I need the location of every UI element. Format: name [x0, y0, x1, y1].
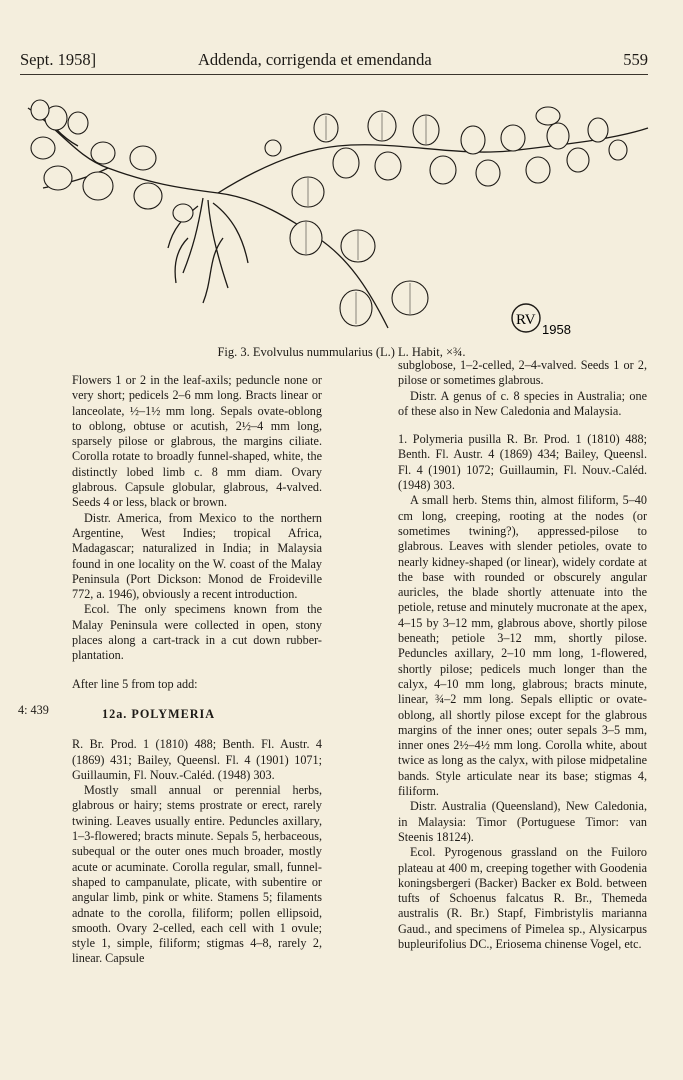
margin-reference: 4: 439	[18, 703, 49, 717]
description-paragraph: Flowers 1 or 2 in the leaf-axils; peduncle none or very short; pedicels 2–6 mm long. Bracts linear or lanceolate, ½–1½ mm long. Sepals ovate-oblong to oblong, obtuse or acutish, 2½–4 mm long, sparsely pilose or glabrous, the margins ciliate. Corolla rotate to broadly funnel-shaped, white, the distinctly lobed limb c. 8 mm diam. Ovary glabrous. Capsule globular, glabrous, 4-valved. Seeds 4 or less, black or brown.	[72, 373, 322, 510]
running-header	[20, 50, 648, 74]
species-ecology: Ecol. Pyrogenous grassland on the Fuiloro plateau at 400 m, creeping together with Goodenia koningsbergeri (Backer) Backer ex Bold. between tufts of Schoenus falcatus R. Br., Themeda australis (R. Br.) Stapf, Fimbristylis marianna Gaud., and specimens of Pimelea sp., Alysicarpus bupleurifolius DC., Eriosema chinense Vogel, etc.	[398, 845, 647, 951]
header-title: Addenda, corrigenda et emendanda	[198, 50, 432, 69]
species-description: A small herb. Stems thin, almost filiform, 5–40 cm long, creeping, rooting at the nodes (or sometimes twining?), appressed-pilose to glabrous. Leaves with slender petioles, ovate to nearly kidney-shaped (or linear), widely cordate at the base with rounded or obscurely angular auricles, the blade shortly attenuate into the petiole, retuse and minutely mucronate at the apex, 4–15 by 3–12 mm, glabrous above, shortly pilose beneath; petiole 3–12 mm, shortly pilose. Peduncles axillary, 2–10 mm long, 1-flowered, shortly pilose; pedicels much longer than the calyx, 4–10 mm long, glabrous; bracts minute, linear, ¾–2 mm long. Sepals elliptic or ovate-oblong, all shortly pilose except for the glabrous margins of the inner ones; outer sepals 3–5 mm, inner ones 2½–4½ mm long. Corolla white, about twice as long as the calyx, with pilose midpetaline bands. Style articulate near its base; stigmas 4, filiform.	[398, 493, 647, 799]
genus-references: R. Br. Prod. 1 (1810) 488; Benth. Fl. Austr. 4 (1869) 431; Bailey, Queensl. Fl. 4 (1901) 1071; Guillaumin, Fl. Nouv.-Caléd. (1948) 303.	[72, 737, 322, 782]
capsule-continuation: subglobose, 1–2-celled, 2–4-valved. Seeds 1 or 2, pilose or sometimes glabrous.	[398, 358, 647, 388]
addendum-instruction: After line 5 from top add:	[72, 676, 198, 691]
leaves	[31, 100, 627, 326]
plant-illustration	[18, 88, 658, 338]
right-column	[398, 358, 647, 952]
genus-distribution: Distr. A genus of c. 8 species in Australia; one of these also in New Caledonia and Malaysia.	[398, 388, 647, 418]
genus-heading: 12a. POLYMERIA	[102, 706, 216, 721]
artist-monogram	[512, 304, 571, 337]
svg-text:1958: 1958	[542, 322, 571, 337]
header-date: Sept. 1958]	[20, 50, 97, 69]
svg-text:RV: RV	[516, 312, 536, 328]
distribution-paragraph: Distr. America, from Mexico to the northern Argentine, West Indies; tropical Africa, Madagascar; naturalized in India; in Malaysia found in one locality on the W. coast of the Malay Peninsula (Port Dickson: Monod de Froideville 772, a. 1946), obviously a recent introduction.	[72, 510, 322, 602]
species-distribution: Distr. Australia (Queensland), New Caledonia, in Malaysia: Timor (Portuguese Timor: van Steenis 18124).	[398, 799, 647, 844]
species-heading: 1. Polymeria pusilla R. Br. Prod. 1 (1810) 488; Benth. Fl. Austr. 4 (1869) 434; Bailey, Queensl. Fl. 4 (1901) 1072; Guillaumin, Fl. Nouv.-Caléd. (1948) 303.	[398, 432, 647, 493]
ecology-paragraph: Ecol. The only specimens known from the Malay Peninsula were collected in open, stony places along a cart-track in a cut down rubber-plantation.	[72, 602, 322, 663]
left-column	[72, 373, 322, 967]
figure-caption: Fig. 3. Evolvulus nummularius (L.) L. Habit, ×¾.	[217, 345, 466, 359]
header-rule	[20, 74, 648, 75]
page-number: 559	[623, 50, 648, 69]
genus-description: Mostly small annual or perennial herbs, glabrous or hairy; stems prostrate or erect, rarely twining. Leaves usually entire. Peduncles axillary, 1–3-flowered; bracts minute. Sepals 5, herbaceous, subequal or the outer ones much broader, mostly acute or acuminate. Corolla regular, small, funnel-shaped to campanulate, plicate, with subentire or angular limb, pink or white. Stamens 5; filaments adnate to the corolla, filiform; pollen ellipsoid, smooth. Ovary 2-celled, each cell with 1 ovule; style 1, simple, filiform; stigmas 4–8, rarely 2, linear. Capsule	[72, 783, 322, 966]
